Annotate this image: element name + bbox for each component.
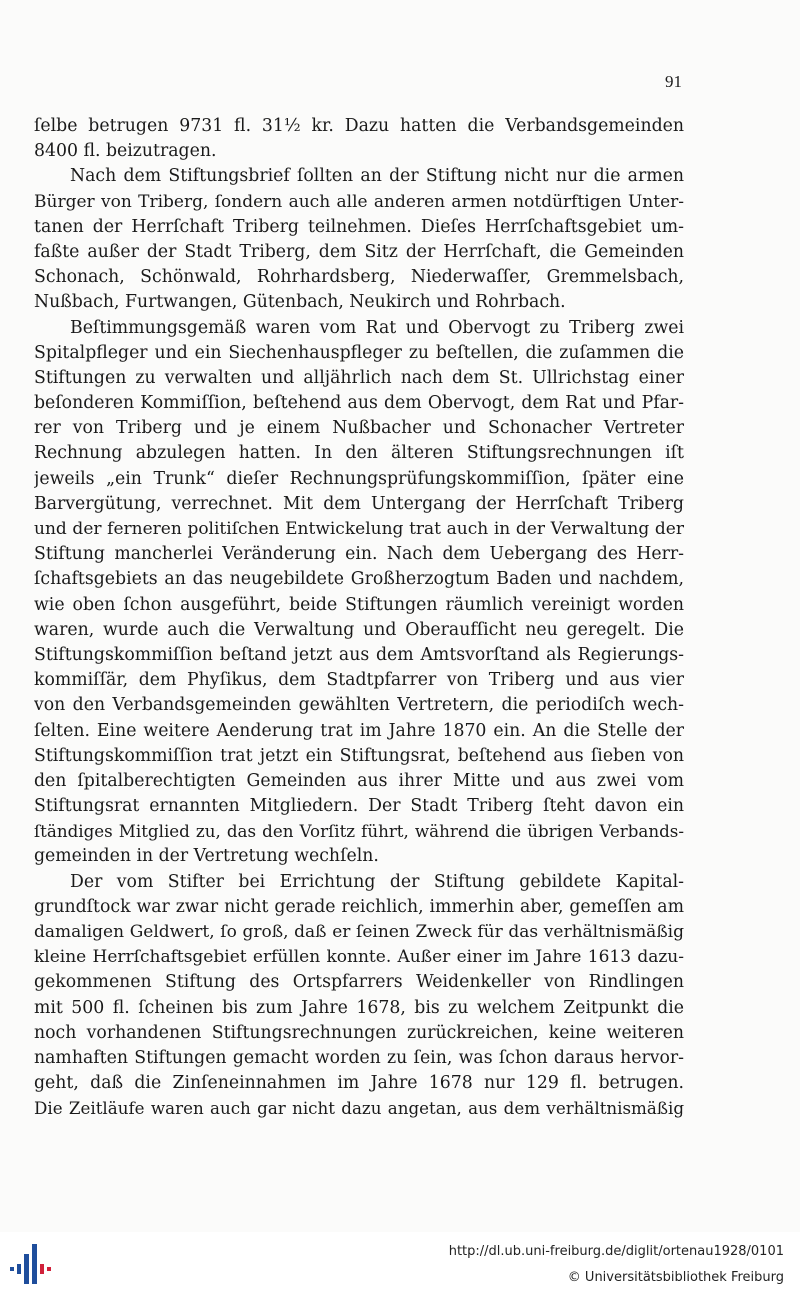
text-line: Nach dem Stiftungsbrief ſollten an der Stiftung nicht nur die armen	[70, 166, 684, 187]
text-line: ſelten. Eine weitere Aenderung trat im Jahre 1870 ein. An die Stelle der	[34, 720, 684, 741]
source-url-link[interactable]: http://dl.ub.uni-freiburg.de/diglit/ortenau1928/0101	[448, 1244, 784, 1259]
copyright-notice: © Universitätsbibliothek Freiburg	[567, 1270, 784, 1285]
text-line: und der ferneren politiſchen Entwickelung trat auch in der Verwaltung der	[34, 519, 684, 539]
page-number: 91	[665, 72, 682, 91]
text-line: geht, daß die Zinſeneinnahmen im Jahre 1678 nur 129 fl. betrugen.	[34, 1073, 684, 1094]
text-line: gemeinden in der Vertretung wechſeln.	[34, 846, 379, 867]
text-line: waren, wurde auch die Verwaltung und Oberaufſicht neu geregelt. Die	[34, 619, 684, 640]
text-line: ſelbe betrugen 9731 fl. 31½ kr. Dazu hatten die Verbandsgemeinden	[34, 116, 684, 136]
text-line: faßte außer der Stadt Triberg, dem Sitz der Herrſchaft, die Gemeinden	[34, 241, 684, 262]
text-line: von den Verbandsgemeinden gewählten Vertretern, die periodiſch wech-	[34, 695, 684, 716]
text-line: kommiſſär, dem Phyſikus, dem Stadtpfarrer von Triberg und aus vier	[34, 670, 684, 691]
text-line: Stiftungsrat ernannten Mitgliedern. Der Stadt Triberg ſteht davon ein	[34, 796, 684, 817]
text-line: tanen der Herrſchaft Triberg teilnehmen. Dieſes Herrſchaftsgebiet um-	[34, 216, 684, 237]
text-line: Stiftungen zu verwalten und alljährlich nach dem St. Ullrichstag einer	[34, 367, 684, 388]
text-line: Schonach, Schönwald, Rohrhardsberg, Niederwaſſer, Gremmelsbach,	[34, 267, 684, 288]
text-line: wie oben ſchon ausgeführt, beide Stiftungen räumlich vereinigt worden	[34, 594, 684, 615]
text-line: beſonderen Kommiſſion, beſtehend aus dem Obervogt, dem Rat und Pfar-	[34, 393, 684, 414]
text-line: Stiftung mancherlei Veränderung ein. Nach dem Uebergang des Herr-	[34, 544, 684, 565]
text-line: Stiftungskommiſſion beſtand jetzt aus dem Amtsvorſtand als Regierungs-	[34, 644, 684, 665]
text-line: gekommenen Stiftung des Ortspfarrers Weidenkeller von Rindlingen	[34, 972, 684, 993]
viewer-footer	[0, 1232, 800, 1291]
text-line: Spitalpfleger und ein Siechenhauspfleger zu beſtellen, die zuſammen die	[34, 342, 684, 363]
text-line: den ſpitalberechtigten Gemeinden aus ihrer Mitte und aus zwei vom	[34, 770, 684, 791]
text-line: kleine Herrſchaftsgebiet erfüllen konnte. Außer einer im Jahre 1613 dazu-	[34, 947, 684, 968]
text-line: Nußbach, Furtwangen, Gütenbach, Neukirch und Rohrbach.	[34, 292, 566, 313]
text-line: 8400 fl. beizutragen.	[34, 141, 217, 162]
text-line: Stiftungskommiſſion trat jetzt ein Stiftungsrat, beſtehend aus ſieben von	[34, 745, 684, 766]
text-line: jeweils „ein Trunk“ dieſer Rechnungsprüfungskommiſſion, ſpäter eine	[34, 468, 684, 489]
text-line: Barvergütung, verrechnet. Mit dem Untergang der Herrſchaft Triberg	[34, 493, 684, 514]
text-line: Rechnung abzulegen hatten. In den älteren Stiftungsrechnungen iſt	[34, 443, 684, 464]
text-line: rer von Triberg und je einem Nußbacher und Schonacher Vertreter	[34, 418, 684, 439]
text-line: Der vom Stifter bei Errichtung der Stiftung gebildete Kapital-	[70, 871, 684, 892]
text-line: noch vorhandenen Stiftungsrechnungen zurückreichen, keine weiteren	[34, 1022, 684, 1043]
text-line: Die Zeitläufe waren auch gar nicht dazu angetan, aus dem verhältnismäßig	[34, 1098, 684, 1119]
text-line: mit 500 fl. ſcheinen bis zum Jahre 1678, bis zu welchem Zeitpunkt die	[34, 997, 684, 1018]
ub-freiburg-logo-icon	[10, 1240, 58, 1284]
body-text	[34, 114, 684, 1122]
text-line: ſchaftsgebiets an das neugebildete Großherzogtum Baden und nachdem,	[34, 569, 684, 590]
text-line: Beſtimmungsgemäß waren vom Rat und Obervogt zu Triberg zwei	[70, 317, 684, 338]
text-line: Bürger von Triberg, ſondern auch alle anderen armen notdürftigen Unter-	[34, 191, 684, 212]
text-line: ſtändiges Mitglied zu, das den Vorſitz führt, während die übrigen Verbands-	[34, 821, 684, 842]
text-line: namhaften Stiftungen gemacht worden zu ſein, was ſchon daraus hervor-	[34, 1047, 684, 1068]
text-line: damaligen Geldwert, ſo groß, daß er ſeinen Zweck für das verhältnismäßig	[34, 922, 684, 942]
text-line: grundſtock war zwar nicht gerade reichlich, immerhin aber, gemeſſen am	[34, 896, 684, 917]
